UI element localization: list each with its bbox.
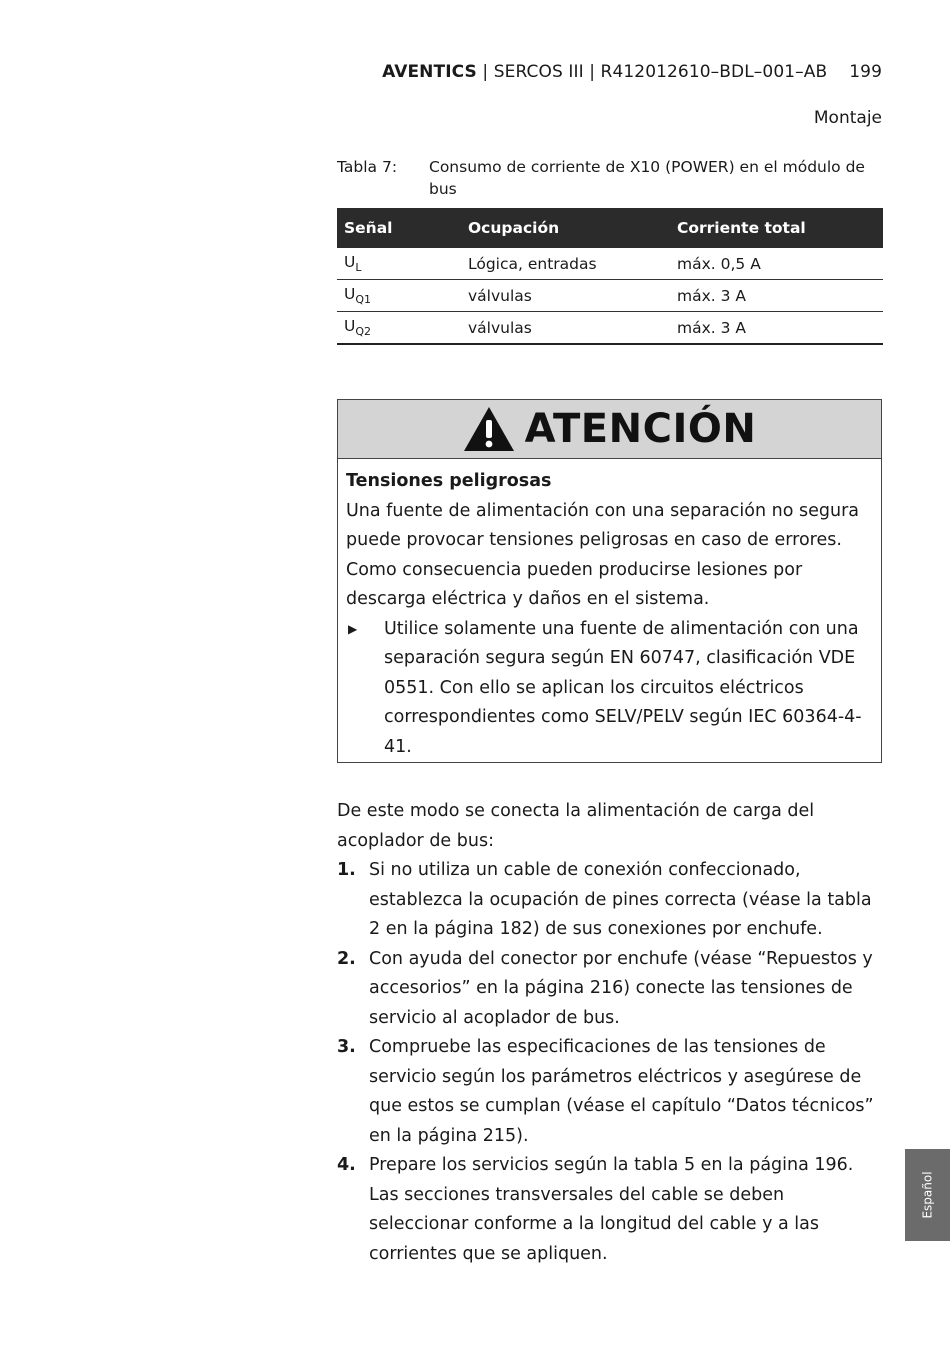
page-header (382, 62, 882, 82)
step-number: 4. (337, 1155, 356, 1175)
occupation-cell: Lógica, entradas (461, 248, 670, 280)
warning-bullet (346, 615, 873, 763)
list-item (337, 856, 885, 945)
table-header-row (337, 208, 883, 248)
warning-heading: ATENCIÓN (524, 406, 757, 452)
list-item (337, 945, 885, 1034)
section-title: Montaje (813, 108, 882, 128)
document-info: | SERCOS III | R412012610–BDL–001–AB (476, 62, 828, 82)
page-number: 199 (849, 62, 882, 82)
warning-header (338, 400, 881, 459)
brand-name: AVENTICS (382, 62, 477, 82)
table-caption (337, 156, 882, 200)
occupation-cell: válvulas (461, 312, 670, 345)
column-header-occupation: Ocupación (461, 208, 670, 248)
step-text: Con ayuda del conector por enchufe (véase “Repuestos y accesorios” en la página 216) conecte las tensiones de servicio al acoplador de bus. (369, 948, 873, 1028)
current-cell: máx. 3 A (670, 280, 883, 312)
occupation-cell: válvulas (461, 280, 670, 312)
intro-text: De este modo se conecta la alimentación de carga del acoplador de bus: (337, 801, 815, 851)
table-row (337, 312, 883, 345)
current-consumption-table (337, 208, 883, 345)
signal-cell: $U_{Q2}$ (337, 312, 461, 345)
table-row (337, 248, 883, 280)
step-text: Prepare los servicios según la tabla 5 en la página 196. Las secciones transversales del cable se deben seleccionar conforme a la longitud del cable y a las corrientes que se apliquen. (369, 1155, 854, 1264)
signal-cell: $U_{Q1}$ (337, 280, 461, 312)
step-text: Compruebe las especificaciones de las tensiones de servicio según los parámetros eléctricos y asegúrese de que estos se cumplan (véase el capítulo “Datos técnicos” en la página 215). (369, 1037, 874, 1146)
table-row (337, 280, 883, 312)
warning-title: Tensiones peligrosas (346, 471, 552, 491)
column-header-total-current: Corriente total (670, 208, 883, 248)
warning-body (338, 459, 881, 762)
language-tab (905, 1149, 950, 1241)
step-number: 3. (337, 1037, 356, 1057)
warning-triangle-icon (463, 406, 515, 452)
step-number: 2. (337, 948, 356, 969)
table-caption-label: Tabla 7: (337, 158, 398, 176)
list-item (337, 1151, 885, 1269)
column-header-signal: Señal (337, 208, 461, 248)
warning-box (337, 399, 882, 763)
warning-bullet-text: Utilice solamente una fuente de alimentación con una separación segura según EN 60747, clasificación VDE 0551. Con ello se aplican los circuitos eléctricos correspondientes como SELV/PELV según IEC 60364-4-41. (384, 618, 862, 757)
list-item (337, 1033, 885, 1151)
warning-text: Una fuente de alimentación con una separación no segura puede provocar tensiones peligrosas en caso de errores. Como consecuencia pueden producirse lesiones por descarga eléctrica y daños en el sistema. (346, 500, 860, 609)
language-tab-label: Español (920, 1171, 935, 1219)
signal-cell: $U_L$ (337, 248, 461, 280)
table-caption-text: Consumo de corriente de X10 (POWER) en el módulo de bus (429, 158, 865, 198)
step-number: 1. (337, 860, 356, 880)
step-text: Si no utiliza un cable de conexión confeccionado, establezca la ocupación de pines correcta (véase la tabla 2 en la página 182) de sus conexiones por enchufe. (369, 860, 872, 939)
current-cell: máx. 3 A (670, 312, 883, 345)
instructions (337, 797, 885, 1269)
current-cell: máx. 0,5 A (670, 248, 883, 280)
bullet-arrow-icon: ▶ (348, 621, 358, 636)
